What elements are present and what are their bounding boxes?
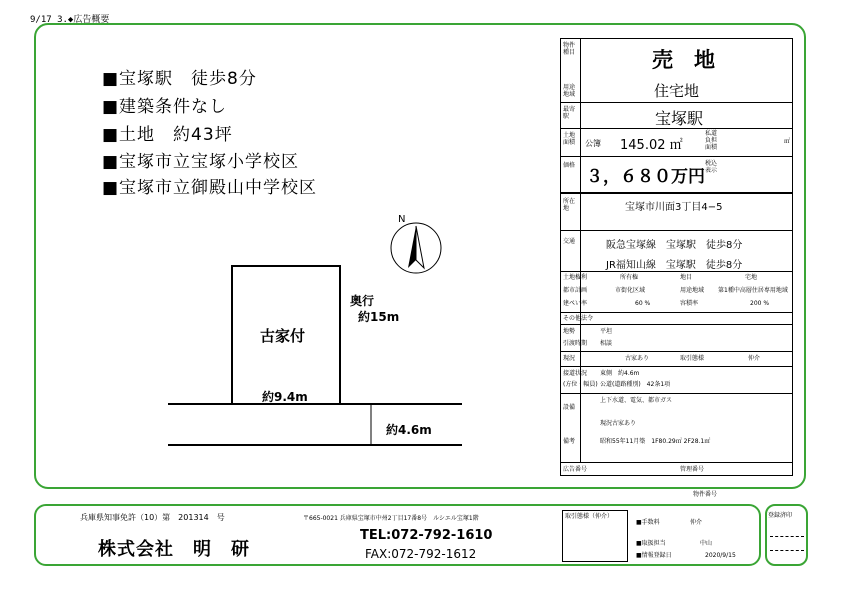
adnum-label: 広告番号 xyxy=(563,466,588,473)
area-unit: ㎡ xyxy=(784,138,791,145)
road-value: 東側 約4.6m xyxy=(600,370,640,377)
depth-label: 奥行 xyxy=(350,294,375,308)
width-value: 約9.4m xyxy=(262,390,308,404)
cover-value: 60 % xyxy=(635,300,651,307)
company-address: 〒665-0021 兵庫県宝塚市中州2丁目17番8号 ルシエル宝塚1階 xyxy=(303,515,479,522)
traffic-label: 交通 xyxy=(563,238,576,245)
reform-value: 仲介 xyxy=(748,355,761,362)
far-label: 容積率 xyxy=(680,300,699,307)
building-label: 古家付 xyxy=(260,327,306,345)
company-tel: TEL:072‑792‑1610 xyxy=(360,528,493,543)
usage-zone-value: 第1種中高層住居専用地域 xyxy=(718,287,788,294)
stamp-label: 登録済印 xyxy=(768,512,793,519)
mgmt-label: 管理番号 xyxy=(680,466,705,473)
agency-label: 取引態様（仲介） xyxy=(565,513,614,520)
feature-4: ■宝塚市立宝塚小学校区 xyxy=(102,152,300,172)
depth-value: 約15m xyxy=(358,310,400,324)
remarks-2: 昭和55年11月築 1F80.29㎡ 2F28.1㎡ xyxy=(600,438,711,445)
handover-value: 相談 xyxy=(600,340,613,347)
north-arrow-icon xyxy=(408,226,416,268)
city-plan-label: 都市計画 xyxy=(563,287,588,294)
use-label: 用途地域 xyxy=(563,84,576,98)
price-label: 価格 xyxy=(563,162,576,169)
feature-5: ■宝塚市立御殿山中学校区 xyxy=(102,178,318,198)
status-label: 現況 xyxy=(563,355,576,362)
north-label: N xyxy=(398,214,406,225)
use-value: 住宅地 xyxy=(654,82,700,100)
feature-1: ■宝塚駅 徒歩8分 xyxy=(102,69,257,89)
ground-label: 地目 xyxy=(680,274,693,281)
page-header: 9/17 3.◆広告概要 xyxy=(30,15,110,25)
remarks-label: 備考 xyxy=(563,438,576,445)
property-number: 物件番号 xyxy=(693,491,718,498)
cover-label: 建ぺい率 xyxy=(563,300,588,307)
road-label-2: (方位・幅員) xyxy=(563,381,598,388)
handover-label: 引渡時期 xyxy=(563,340,588,347)
staff-value: 中山 xyxy=(700,540,713,547)
plot-diagram xyxy=(160,210,480,460)
area-label: 土地面積 xyxy=(563,132,576,146)
company-fax: FAX:072‑792‑1612 xyxy=(365,547,477,561)
traffic-2: JR福知山線 宝塚駅 徒歩8分 xyxy=(606,260,743,271)
rights-label: 土地権利 xyxy=(563,274,588,281)
station-label: 最寄駅 xyxy=(563,106,576,120)
date-label: ■情報登録日 xyxy=(636,552,672,559)
station-value: 宝塚駅 xyxy=(655,109,704,128)
road-label: 接道状況 xyxy=(563,370,588,377)
commission-label: ■手数料 xyxy=(636,519,660,526)
license-text: 兵庫県知事免許（10）第 201314 号 xyxy=(80,513,225,522)
usage-zone-label: 用途地域 xyxy=(680,287,705,294)
address-value: 宝塚市川面3丁目4−5 xyxy=(625,202,723,213)
traffic-1: 阪急宝塚線 宝塚駅 徒歩8分 xyxy=(606,240,743,251)
feature-2: ■建築条件なし xyxy=(102,97,228,117)
price-note: 税込表示 xyxy=(705,160,718,174)
far-value: 200 % xyxy=(750,300,770,307)
rights-value: 所有権 xyxy=(620,274,639,281)
company-name: 株式会社 明 研 xyxy=(98,539,250,560)
type-label: 物件種目 xyxy=(563,42,576,56)
area-value: 145.02 ㎡ xyxy=(620,138,683,153)
other-law-label: その他法令 xyxy=(563,315,594,322)
feature-3: ■土地 約43坪 xyxy=(102,125,233,145)
price-value: ３，６８０万円 xyxy=(586,167,705,187)
ground-value: 宅地 xyxy=(745,274,758,281)
address-label: 所在地 xyxy=(563,198,576,212)
facility-label: 設備 xyxy=(563,404,576,411)
land-cond-value: 平坦 xyxy=(600,328,613,335)
road-width: 約4.6m xyxy=(386,423,432,437)
staff-label: ■取扱担当 xyxy=(636,540,666,547)
area-kind: 公簿 xyxy=(585,139,601,148)
date-value: 2020/9/15 xyxy=(705,552,736,559)
area-private-label: 私道負担面積 xyxy=(705,130,718,151)
status-value: 古家あり xyxy=(625,355,650,362)
city-plan-value: 市街化区域 xyxy=(615,287,646,294)
reform-label: 取引態様 xyxy=(680,355,705,362)
type-value: 売 地 xyxy=(652,48,715,72)
remarks-1: 現況古家あり xyxy=(600,420,637,427)
road-value-2: 公道(道路種別) 42条1項 xyxy=(600,381,671,388)
commission-value: 仲介 xyxy=(690,519,703,526)
facility-value: 上下水道、電気、都市ガス xyxy=(600,397,673,404)
land-cond-label: 地勢 xyxy=(563,328,576,335)
